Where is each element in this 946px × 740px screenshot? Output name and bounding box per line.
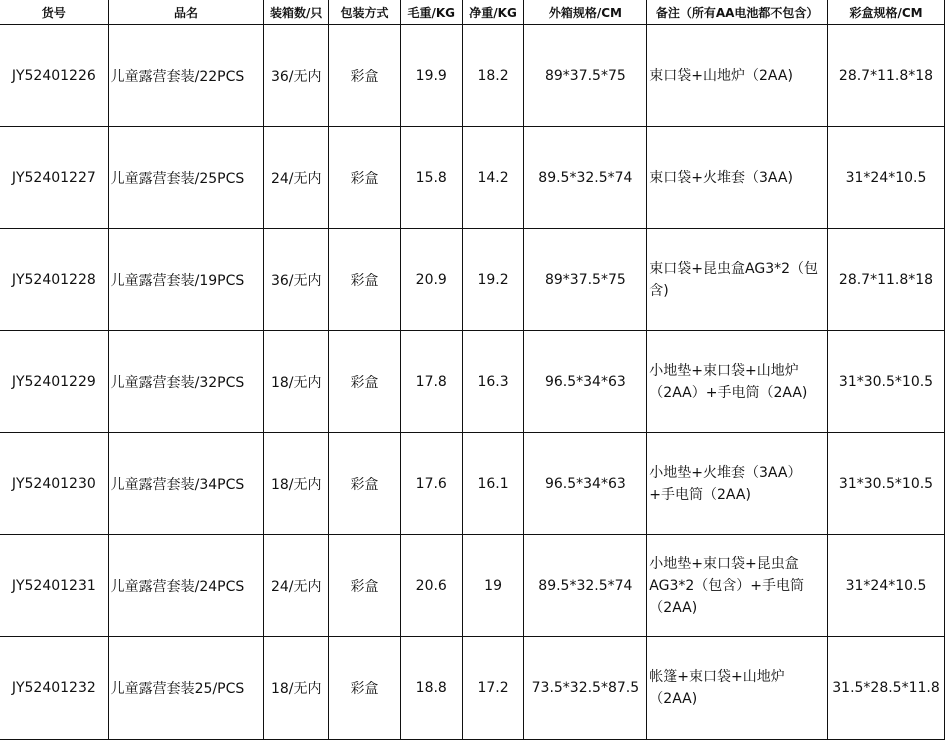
header-box-size[interactable]: 彩盒规格/CM (828, 0, 945, 25)
cell-box-size[interactable]: 31.5*28.5*11.8 (828, 637, 945, 740)
cell-net-weight[interactable]: 19.2 (462, 229, 524, 331)
cell-net-weight[interactable]: 17.2 (462, 637, 524, 740)
cell-note[interactable]: 小地垫+束口袋+山地炉（2AA）+手电筒（2AA) (647, 331, 828, 433)
cell-name[interactable]: 儿童露营套装/19PCS (108, 229, 264, 331)
table-row (0, 637, 945, 740)
cell-box-size[interactable]: 31*24*10.5 (828, 127, 945, 229)
cell-net-weight[interactable]: 14.2 (462, 127, 524, 229)
cell-packing[interactable]: 彩盒 (329, 229, 401, 331)
cell-net-weight[interactable]: 16.1 (462, 433, 524, 535)
header-carton-size[interactable]: 外箱规格/CM (524, 0, 647, 25)
cell-carton-size[interactable]: 73.5*32.5*87.5 (524, 637, 647, 740)
cell-name[interactable]: 儿童露营套装/32PCS (108, 331, 264, 433)
table-row (0, 25, 945, 127)
cell-note[interactable]: 束口袋+昆虫盒AG3*2（包含) (647, 229, 828, 331)
cell-carton-size[interactable]: 89*37.5*75 (524, 25, 647, 127)
cell-carton-size[interactable]: 89.5*32.5*74 (524, 127, 647, 229)
cell-net-weight[interactable]: 18.2 (462, 25, 524, 127)
cell-box-size[interactable]: 31*30.5*10.5 (828, 433, 945, 535)
cell-carton-size[interactable]: 89.5*32.5*74 (524, 535, 647, 637)
cell-name[interactable]: 儿童露营套装/24PCS (108, 535, 264, 637)
cell-packing[interactable]: 彩盒 (329, 127, 401, 229)
cell-pack-qty[interactable]: 18/无内 (264, 331, 329, 433)
table-row (0, 127, 945, 229)
cell-name[interactable]: 儿童露营套装/25PCS (108, 127, 264, 229)
cell-carton-size[interactable]: 96.5*34*63 (524, 433, 647, 535)
table-row (0, 331, 945, 433)
cell-pack-qty[interactable]: 18/无内 (264, 433, 329, 535)
cell-note[interactable]: 束口袋+火堆套（3AA) (647, 127, 828, 229)
cell-sku[interactable]: JY52401228 (0, 229, 108, 331)
cell-pack-qty[interactable]: 24/无内 (264, 535, 329, 637)
cell-pack-qty[interactable]: 36/无内 (264, 25, 329, 127)
cell-note[interactable]: 小地垫+火堆套（3AA）+手电筒（2AA) (647, 433, 828, 535)
header-note[interactable]: 备注（所有AA电池都不包含） (647, 0, 828, 25)
cell-gross-weight[interactable]: 20.9 (400, 229, 462, 331)
cell-net-weight[interactable]: 16.3 (462, 331, 524, 433)
cell-gross-weight[interactable]: 19.9 (400, 25, 462, 127)
cell-box-size[interactable]: 28.7*11.8*18 (828, 229, 945, 331)
cell-box-size[interactable]: 31*30.5*10.5 (828, 331, 945, 433)
cell-pack-qty[interactable]: 36/无内 (264, 229, 329, 331)
cell-carton-size[interactable]: 96.5*34*63 (524, 331, 647, 433)
table-row (0, 535, 945, 637)
header-net-weight[interactable]: 净重/KG (462, 0, 524, 25)
cell-note[interactable]: 帐篷+束口袋+山地炉（2AA) (647, 637, 828, 740)
cell-sku[interactable]: JY52401226 (0, 25, 108, 127)
cell-net-weight[interactable]: 19 (462, 535, 524, 637)
table-row (0, 229, 945, 331)
header-name[interactable]: 品名 (108, 0, 264, 25)
table-row (0, 433, 945, 535)
header-sku[interactable]: 货号 (0, 0, 108, 25)
header-gross-weight[interactable]: 毛重/KG (400, 0, 462, 25)
cell-name[interactable]: 儿童露营套装/34PCS (108, 433, 264, 535)
header-pack-qty[interactable]: 装箱数/只 (264, 0, 329, 25)
cell-sku[interactable]: JY52401231 (0, 535, 108, 637)
cell-carton-size[interactable]: 89*37.5*75 (524, 229, 647, 331)
cell-note[interactable]: 束口袋+山地炉（2AA) (647, 25, 828, 127)
header-row (0, 0, 945, 25)
cell-pack-qty[interactable]: 18/无内 (264, 637, 329, 740)
cell-note[interactable]: 小地垫+束口袋+昆虫盒AG3*2（包含）+手电筒（2AA) (647, 535, 828, 637)
cell-gross-weight[interactable]: 17.6 (400, 433, 462, 535)
cell-gross-weight[interactable]: 20.6 (400, 535, 462, 637)
cell-packing[interactable]: 彩盒 (329, 331, 401, 433)
cell-gross-weight[interactable]: 18.8 (400, 637, 462, 740)
cell-name[interactable]: 儿童露营套装25/PCS (108, 637, 264, 740)
cell-sku[interactable]: JY52401227 (0, 127, 108, 229)
cell-box-size[interactable]: 28.7*11.8*18 (828, 25, 945, 127)
cell-sku[interactable]: JY52401230 (0, 433, 108, 535)
header-packing[interactable]: 包装方式 (329, 0, 401, 25)
cell-packing[interactable]: 彩盒 (329, 25, 401, 127)
cell-gross-weight[interactable]: 15.8 (400, 127, 462, 229)
cell-pack-qty[interactable]: 24/无内 (264, 127, 329, 229)
cell-packing[interactable]: 彩盒 (329, 637, 401, 740)
cell-name[interactable]: 儿童露营套装/22PCS (108, 25, 264, 127)
cell-sku[interactable]: JY52401229 (0, 331, 108, 433)
cell-sku[interactable]: JY52401232 (0, 637, 108, 740)
cell-packing[interactable]: 彩盒 (329, 535, 401, 637)
cell-packing[interactable]: 彩盒 (329, 433, 401, 535)
cell-gross-weight[interactable]: 17.8 (400, 331, 462, 433)
cell-box-size[interactable]: 31*24*10.5 (828, 535, 945, 637)
